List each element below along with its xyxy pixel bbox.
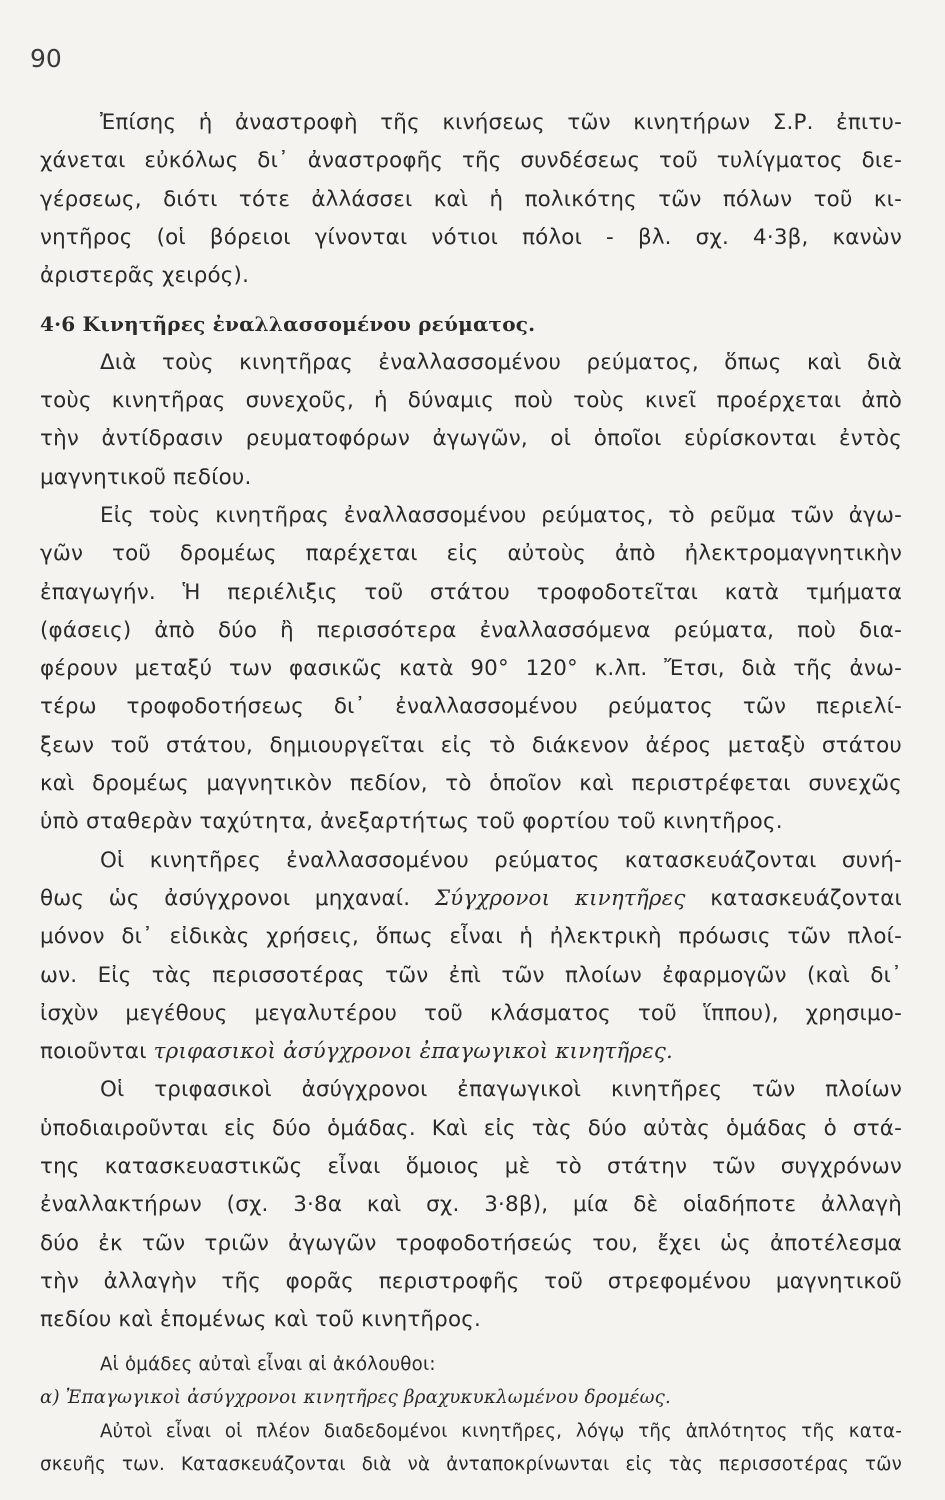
text-line: νητῆρος (οἱ βόρειοι γίνονται νότιοι πόλοι - βλ. σχ. 4·3β, κανὼν — [40, 224, 902, 250]
text-line: μαγνητικοῦ πεδίου. — [40, 464, 252, 490]
text-fragment: ποιοῦνται — [40, 1039, 154, 1065]
text-line: πεδίου καὶ ἑπομένως καὶ τοῦ κινητῆρος. — [40, 1307, 481, 1333]
text-block — [40, 104, 902, 1482]
text-line: μόνον δι᾽ εἰδικὰς χρήσεις, ὅπως εἶναι ἡ ἠλεκτρικὴ πρόωσις τῶν πλοί- — [40, 924, 902, 950]
text-line: ἐπαγωγήν. Ἡ περιέλιξις τοῦ στάτου τροφοδοτεῖται κατὰ τμήματα — [40, 579, 902, 605]
text-line: δύο ἐκ τῶν τριῶν ἀγωγῶν τροφοδοτήσεώς του, ἔχει ὡς ἀποτέλεσμα — [40, 1230, 902, 1256]
text-line: τὴν ἀντίδρασιν ρευματοφόρων ἀγωγῶν, οἱ ὁποῖοι εὑρίσκονται ἐντὸς — [40, 426, 902, 452]
text-line — [40, 880, 902, 918]
text-line: φέρουν μεταξύ των φασικῶς κατὰ 90° 120° κ.λπ. Ἔτσι, διὰ τῆς ἀνω- — [40, 656, 902, 682]
text-fragment: κατασκευάζονται — [685, 885, 902, 911]
text-line: Οἱ κινητῆρες ἐναλλασσομένου ρεύματος κατασκευάζονται συνή- — [100, 847, 902, 873]
paragraph-asynchronous — [40, 842, 902, 1072]
text-line: Αὐτοὶ εἶναι οἱ πλέον διαδεδομένοι κινητῆρες, λόγῳ τῆς ἁπλότητος τῆς κατα- — [100, 1420, 902, 1442]
paragraph-induction — [40, 497, 902, 842]
paragraph-force — [40, 344, 902, 497]
text-fragment: θως ὡς ἀσύγχρονοι μηχαναί. — [40, 885, 435, 911]
page-number: 90 — [30, 44, 62, 73]
text-line: Εἰς τοὺς κινητῆρας ἐναλλασσομένου ρεύματος, τὸ ρεῦμα τῶν ἀγω- — [100, 502, 902, 528]
paragraph-reversal — [40, 104, 902, 295]
text-line: (φάσεις) ἀπὸ δύο ἢ περισσότερα ἐναλλασσόμενα ρεύματα, ποὺ δια- — [40, 617, 902, 643]
text-line: ἀριστερᾶς χειρός). — [40, 263, 250, 289]
text-line: ξεων τοῦ στάτου, δημιουργεῖται εἰς τὸ διάκενον ἀέρος μεταξὺ στάτου — [40, 732, 902, 758]
text-line: ἐναλλακτήρων (σχ. 3·8α καὶ σχ. 3·8β), μία δὲ οἱαδήποτε ἀλλαγὴ — [40, 1192, 902, 1218]
text-line: γῶν τοῦ δρομέως παρέχεται εἰς αὐτοὺς ἀπὸ ἠλεκτρομαγνητικὴν — [40, 541, 902, 567]
text-line: Διὰ τοὺς κινητῆρας ἐναλλασσομένου ρεύματος, ὅπως καὶ διὰ — [100, 349, 902, 375]
paragraph-three-phase — [40, 1071, 902, 1339]
text-line: ὑποδιαιροῦνται εἰς δύο ὁμάδας. Καὶ εἰς τὰς δύο αὐτὰς ὁμάδας ὁ στά- — [40, 1115, 902, 1141]
text-line: ἰσχὺν μεγέθους μεγαλυτέρου τοῦ κλάσματος τοῦ ἵππου), χρησιμο- — [40, 1000, 902, 1026]
groups-intro: Αἱ ὁμάδες αὐταὶ εἶναι αἱ ἀκόλουθοι: — [100, 1353, 436, 1375]
text-line: ων. Εἰς τὰς περισσοτέρας τῶν ἐπὶ τῶν πλοίων ἐφαρμογῶν (καὶ δι᾽ — [40, 962, 902, 988]
group-a-title: α) Ἐπαγωγικοὶ ἀσύγχρονοι κινητῆρες βραχυκυκλωμένου δρομέως. — [40, 1387, 672, 1408]
text-line: χάνεται εὐκόλως δι᾽ ἀναστροφῆς τῆς συνδέσεως τοῦ τυλίγματος διε- — [40, 148, 902, 174]
text-line: γέρσεως, διότι τότε ἀλλάσσει καὶ ἡ πολικότης τῶν πόλων τοῦ κι- — [40, 186, 902, 212]
italic-term: τριφασικοὶ ἀσύγχρονοι ἐπαγωγικοὶ κινητῆρες. — [153, 1039, 674, 1065]
text-line — [40, 1033, 902, 1071]
text-line: ὑπὸ σταθερὰν ταχύτητα, ἀνεξαρτήτως τοῦ φορτίου τοῦ κινητῆρος. — [40, 809, 783, 835]
text-line: καὶ δρομέως μαγνητικὸν πεδίον, τὸ ὁποῖον καὶ περιστρέφεται συνεχῶς — [40, 771, 902, 797]
text-line: Ἐπίσης ἡ ἀναστροφὴ τῆς κινήσεως τῶν κινητήρων Σ.Ρ. ἐπιτυ- — [100, 110, 902, 135]
text-line: της κατασκευαστικῶς εἶναι ὅμοιος μὲ τὸ στάτην τῶν συγχρόνων — [40, 1154, 902, 1180]
text-line: τοὺς κινητῆρας συνεχοῦς, ἡ δύναμις ποὺ τοὺς κινεῖ προέρχεται ἀπὸ — [40, 388, 902, 414]
text-line: τὴν ἀλλαγὴν τῆς φορᾶς περιστροφῆς τοῦ στρεφομένου μαγνητικοῦ — [40, 1268, 902, 1294]
section-heading: 4·6 Κινητῆρες ἐναλλασσομένου ρεύματος. — [40, 312, 536, 337]
text-line: σκευῆς των. Κατασκευάζονται διὰ νὰ ἀνταποκρίνωνται εἰς τὰς περισσοτέρας τῶν — [40, 1454, 902, 1475]
italic-term: Σύγχρονοι κινητῆρες — [434, 885, 686, 911]
text-line: Οἱ τριφασικοὶ ἀσύγχρονοι ἐπαγωγικοὶ κινητῆρες τῶν πλοίων — [100, 1077, 902, 1103]
text-line: τέρω τροφοδοτήσεως δι᾽ ἐναλλασσομένου ρεύματος τῶν περιελί- — [40, 694, 902, 720]
